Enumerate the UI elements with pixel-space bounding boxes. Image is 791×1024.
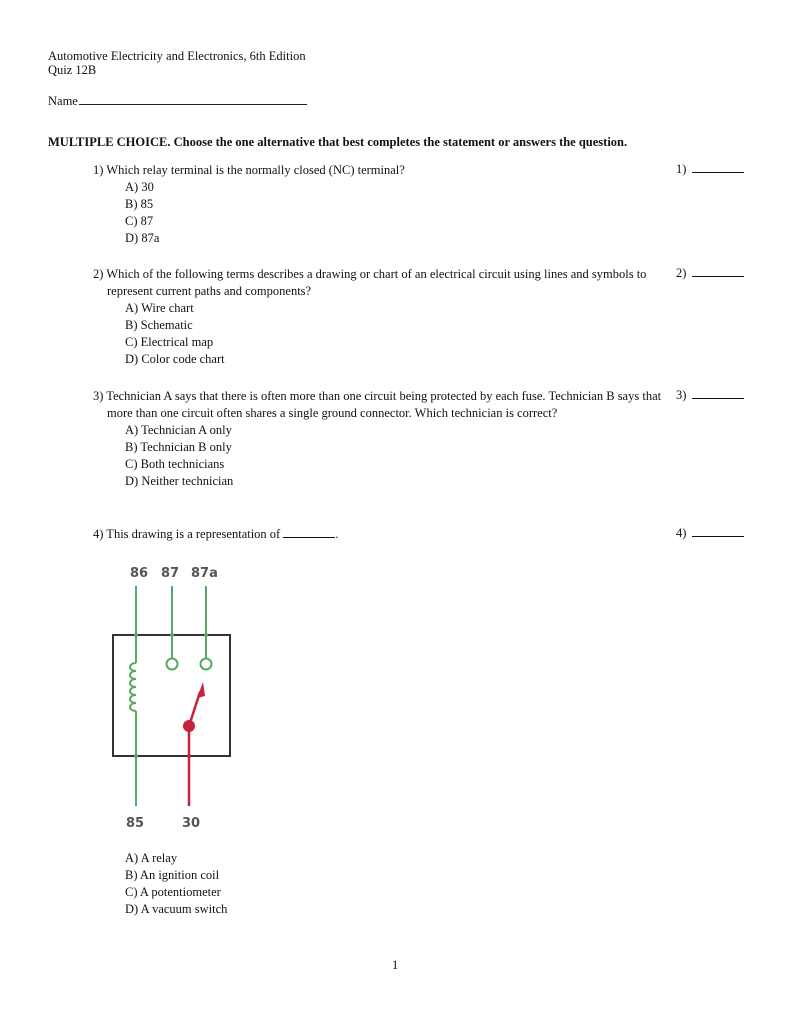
quiz-title: Quiz 12B xyxy=(48,63,97,77)
question-2-option-b[interactable]: B) Schematic xyxy=(125,318,193,332)
question-4-text: 4) This drawing is a representation of xyxy=(93,527,284,541)
question-3 xyxy=(93,388,663,490)
answer-4[interactable] xyxy=(676,526,744,541)
question-2-option-d[interactable]: D) Color code chart xyxy=(125,352,225,366)
question-2-option-c[interactable]: C) Electrical map xyxy=(125,335,214,349)
switch-contact xyxy=(189,692,200,806)
terminal-87a-label: 87a xyxy=(191,566,218,581)
answer-4-blank[interactable] xyxy=(692,526,744,537)
instructions: MULTIPLE CHOICE. Choose the one alternative that best completes the statement or answers the question. xyxy=(48,135,628,149)
answer-2-label: 2) xyxy=(676,266,687,280)
answer-1-label: 1) xyxy=(676,162,687,176)
switch-arrow-icon xyxy=(197,682,205,698)
question-3-stem: 3) Technician A says that there is often more than one circuit being protected by each fuse. Technician B says that more than one circuit often shares a single ground connector. Which technician is correct? xyxy=(93,389,662,420)
name-blank[interactable] xyxy=(79,92,307,105)
terminal-87-label: 87 xyxy=(161,566,180,581)
question-2-stem: 2) Which of the following terms describes a drawing or chart of an electrical circuit using lines and symbols to represent current paths and components? xyxy=(93,267,647,298)
question-4 xyxy=(93,526,663,543)
relay-diagram xyxy=(105,560,245,835)
name-field[interactable] xyxy=(48,92,307,108)
answer-2[interactable] xyxy=(676,266,744,281)
answer-3[interactable] xyxy=(676,388,744,403)
answer-1[interactable] xyxy=(676,162,744,177)
question-3-option-d[interactable]: D) Neither technician xyxy=(125,474,234,488)
question-4-inline-blank xyxy=(283,527,335,538)
terminal-30-label: 30 xyxy=(182,816,201,831)
answer-1-blank[interactable] xyxy=(692,162,744,173)
question-3-option-c[interactable]: C) Both technicians xyxy=(125,457,225,471)
question-3-option-b[interactable]: B) Technician B only xyxy=(125,440,232,454)
question-4-option-b[interactable]: B) An ignition coil xyxy=(125,868,220,882)
question-2 xyxy=(93,266,663,368)
question-1-option-c[interactable]: C) 87 xyxy=(125,214,154,228)
terminal-85-label: 85 xyxy=(126,816,145,831)
page-number: 1 xyxy=(392,958,399,972)
terminal-86-label: 86 xyxy=(130,566,149,581)
answer-2-blank[interactable] xyxy=(692,266,744,277)
question-4-options xyxy=(93,850,663,918)
question-1-option-d[interactable]: D) 87a xyxy=(125,231,160,245)
question-1-stem: 1) Which relay terminal is the normally closed (NC) terminal? xyxy=(93,163,405,177)
question-3-option-a[interactable]: A) Technician A only xyxy=(125,423,232,437)
question-1 xyxy=(93,162,663,247)
question-4-option-c[interactable]: C) A potentiometer xyxy=(125,885,221,899)
question-4-period: . xyxy=(335,527,339,541)
answer-4-label: 4) xyxy=(676,526,687,540)
answer-3-label: 3) xyxy=(676,388,687,402)
question-4-option-a[interactable]: A) A relay xyxy=(125,851,178,865)
question-4-option-d[interactable]: D) A vacuum switch xyxy=(125,902,228,916)
question-4-stem xyxy=(93,526,663,543)
course-title: Automotive Electricity and Electronics, 6th Edition xyxy=(48,49,306,63)
answer-3-blank[interactable] xyxy=(692,388,744,399)
question-2-option-a[interactable]: A) Wire chart xyxy=(125,301,194,315)
question-1-option-a[interactable]: A) 30 xyxy=(125,180,154,194)
question-1-option-b[interactable]: B) 85 xyxy=(125,197,154,211)
name-label: Name xyxy=(48,94,78,108)
